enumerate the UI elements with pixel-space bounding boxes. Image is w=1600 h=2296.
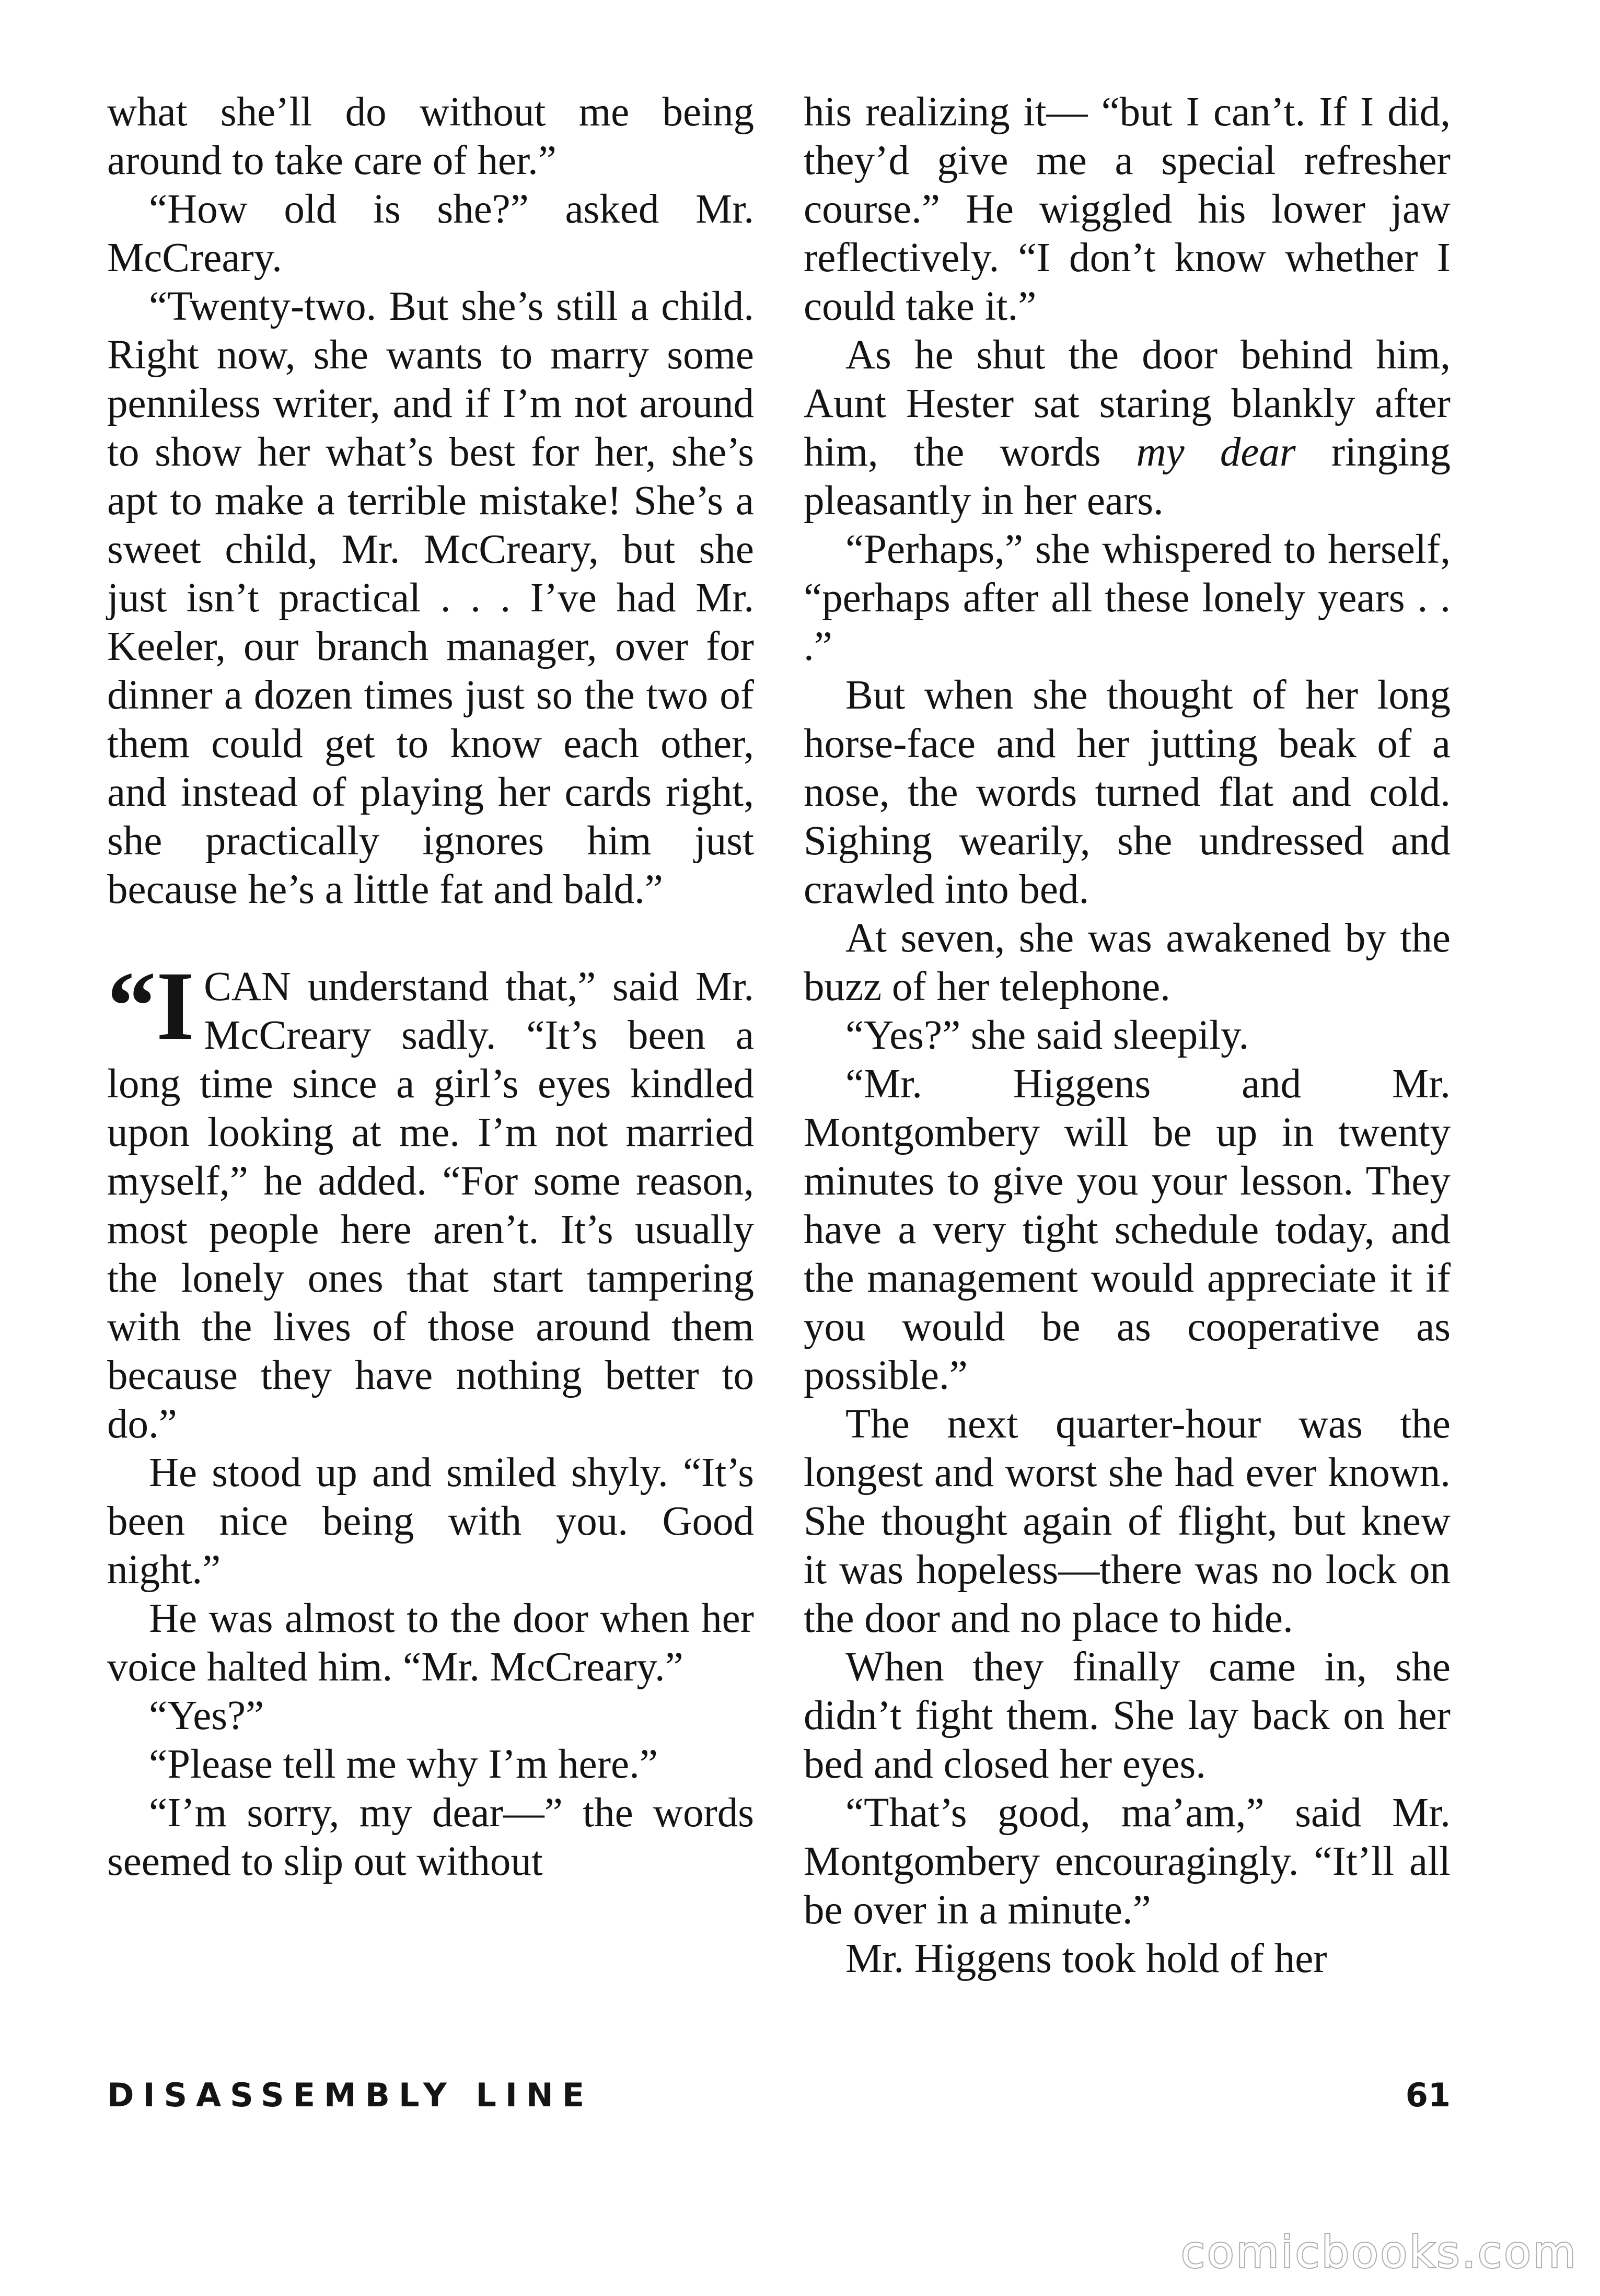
paragraph-text: ringing pleasantly in her ears. <box>804 430 1451 524</box>
drop-cap-quote: “ <box>107 951 156 1060</box>
paragraph <box>804 331 1451 525</box>
paragraph: “How old is she?” asked Mr. McCreary. <box>107 187 754 281</box>
paragraph: But when she thought of her long horse-face and her jutting beak of a nose, the words turned flat and cold. Sighing wearily, she undressed and crawled into bed. <box>804 672 1451 912</box>
paragraph: “Mr. Higgens and Mr. Montgombery will be up in twenty minutes to give you your lesson. They have a very tight schedule today, and the management would appreciate it if you would be as cooperative as possible.” <box>804 1061 1451 1398</box>
paragraph: He was almost to the door when her voice halted him. “Mr. McCreary.” <box>107 1596 754 1690</box>
right-column <box>804 88 1451 1983</box>
watermark: comicbooks.com <box>1181 2227 1578 2278</box>
page-number: 61 <box>1405 2076 1451 2114</box>
paragraph-text: As he shut the door behind him, Aunt Hester sat staring blankly after him, the words <box>804 332 1451 475</box>
drop-cap <box>107 951 195 1060</box>
paragraph: “Twenty-two. But she’s still a child. Right now, she wants to marry some penniless writer, and if I’m not around to show her what’s best for her, she’s apt to make a terrible mistake! She’s a sweet child, Mr. McCreary, but she just isn’t practical . . . I’ve had Mr. Keeler, our branch manager, over for dinner a dozen times just so the two of them could get to know each other, and instead of playing her cards right, she practically ignores him just because he’s a little fat and bald.” <box>107 284 754 912</box>
italic-phrase: my dear <box>1136 430 1296 475</box>
paragraph: At seven, she was awakened by the buzz of her telephone. <box>804 915 1451 1010</box>
paragraph: Mr. Higgens took hold of her <box>845 1936 1327 1981</box>
footer-story-title: DISASSEMBLY LINE <box>107 2076 594 2114</box>
paragraph: When they finally came in, she didn’t fight them. She lay back on her bed and closed her eyes. <box>804 1644 1451 1787</box>
paragraph: “Perhaps,” she whispered to herself, “perhaps after all these lonely years . . .” <box>804 527 1451 669</box>
dropcap-paragraph <box>107 951 754 1448</box>
paragraph: “Please tell me why I’m here.” <box>149 1742 658 1787</box>
paragraph: The next quarter-hour was the longest and worst she had ever known. She thought again of flight, but knew it was hopeless—there was no lock on the door and no place to hide. <box>804 1401 1451 1641</box>
drop-cap-letter: I <box>156 951 195 1060</box>
paragraph: his realizing it— “but I can’t. If I did, they’d give me a special refresher course.” He wiggled his lower jaw reflectively. “I don’t know whether I could take it.” <box>804 89 1451 329</box>
left-column <box>107 88 754 1886</box>
paragraph-text: CAN understand that,” said Mr. McCreary sadly. “It’s been a long time since a girl’s eyes kindled upon looking at me. I’m not married myself,” he added. “For some reason, most people here aren’t. It’s usually the lonely ones that start tampering with the lives of those around them because they have nothing better to do.” <box>107 964 754 1447</box>
paragraph: He stood up and smiled shyly. “It’s been nice being with you. Good night.” <box>107 1450 754 1593</box>
paragraph: “Yes?” <box>149 1693 264 1738</box>
paragraph: “That’s good, ma’am,” said Mr. Montgombery encouragingly. “It’ll all be over in a minute.” <box>804 1790 1451 1933</box>
paragraph: “Yes?” she said sleepily. <box>845 1013 1249 1058</box>
paragraph: “I’m sorry, my dear—” the words seemed to slip out without <box>107 1790 754 1884</box>
paragraph: what she’ll do without me being around to take care of her.” <box>107 89 754 183</box>
